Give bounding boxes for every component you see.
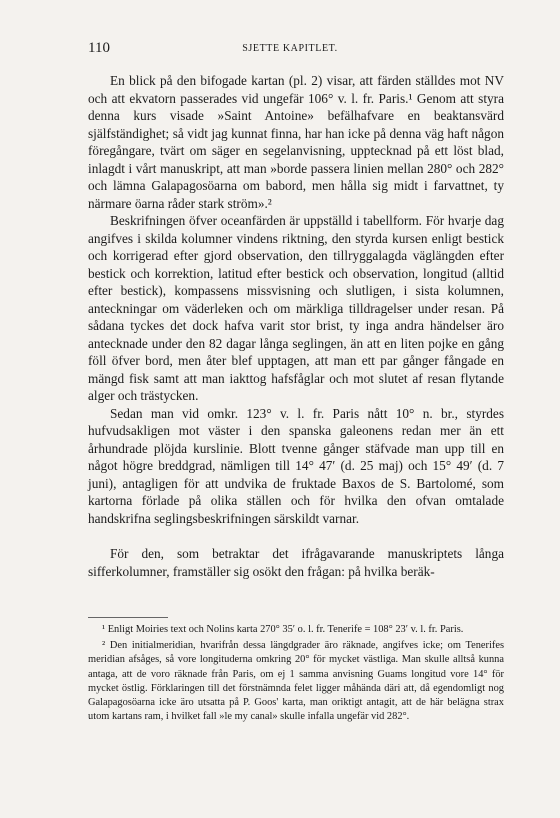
paragraph-1: En blick på den bifogade kartan (pl. 2) visar, att färden ställdes mot NV och att ekvatorn passerades vid ungefär 106° v. l. fr. Paris.¹ Genom att styra denna kurs visade »Saint Antoine» befälhafvare en beaktansvärd själfständighet; så vidt jag kunnat finna, har han icke på denna väg haft någon föregångare, tvärt om säger en segelanvisning, upptecknad på ett löst blad, inlagdt i vårt manuskript, att man »borde passera linien mellan 280° och 282° och lämna Galapagosöarna om babord, men hålla sig midt i farvattnet, ty närmare öarna råder stark ström».² (88, 73, 504, 211)
page-header (88, 40, 492, 60)
footnote-1: ¹ Enligt Moiries text och Nolins karta 270° 35′ o. l. fr. Tenerife = 108° 23′ v. l. fr. Paris. (102, 624, 464, 635)
running-title: SJETTE KAPITLET. (242, 43, 338, 54)
page-number: 110 (88, 40, 110, 56)
footnotes (88, 623, 504, 726)
paragraph-3: Sedan man vid omkr. 123° v. l. fr. Paris nått 10° n. br., styrdes hufvudsakligen mot väster i den spanska galeonens redan mer än ett århundrade plöjda kurslinie. Blott tvenne gånger stäfvade man upp till en något högre breddgrad, nämligen till 14° 47′ (d. 25 maj) och 15° 49′ (d. 7 juni), antagligen för att undvika de fruktade Baxos de S. Bartolomé, som kartorna förlade på olika ställen och för hvilka den ofvan omtalade handskrifna seglingsbeskrifningen särskildt varnar. (88, 405, 504, 526)
paragraph-2: Beskrifningen öfver oceanfärden är uppställd i tabellform. För hvarje dag angifves i skilda kolumner vindens riktning, den styrda kursen enligt bestick och korrigerad efter gjord observation, den tillryggalagda väglängden efter bestick och korrektion, latitud efter bestick och observation, longitud (alltid efter bestick), kompassens missvisning och slutligen, i sista kolumnen, anteckningar om väderleken och om märkliga tilldragelser under resan. På sådana tyckes det dock hafva varit stor brist, ty inga andra händelser äro antecknade under den 82 dagar långa seglingen, än att en liten pojke en gång föll öfver bord, men åter blef upptagen, att man ett par gånger fångade en mängd fisk samt att man iakttog hafsfåglar och mot slutet af resan flytande alger och trästycken. (88, 213, 504, 403)
paragraph-4: För den, som betraktar det ifrågavarande manuskriptets långa sifferkolumner, framställer sig osökt den frågan: på hvilka beräk- (88, 546, 504, 579)
footnote-2: ² Den initialmeridian, hvarifrån dessa längdgrader äro räknade, angifves icke; om Tenerifes meridian afsåges, så vore longituderna omkring 20° för mycket västliga. Man skulle alltså kunna antaga, att de voro räknade från Paris, om ej 1 samma anvisning Guams longitud vore 14° för mycket östlig. Förklaringen till det förstnämnda felet ligger måhända däri att, då egendomligt nog Galapagosöarna icke äro utsatta på P. Goos' karta, man oriktigt antagit, att de här belägna strax utom kartans ram, i hvilket fall »le my canal» skulle infalla ungefär vid 282°. (88, 640, 504, 723)
body-text (88, 72, 504, 580)
footnote-divider (88, 617, 168, 618)
